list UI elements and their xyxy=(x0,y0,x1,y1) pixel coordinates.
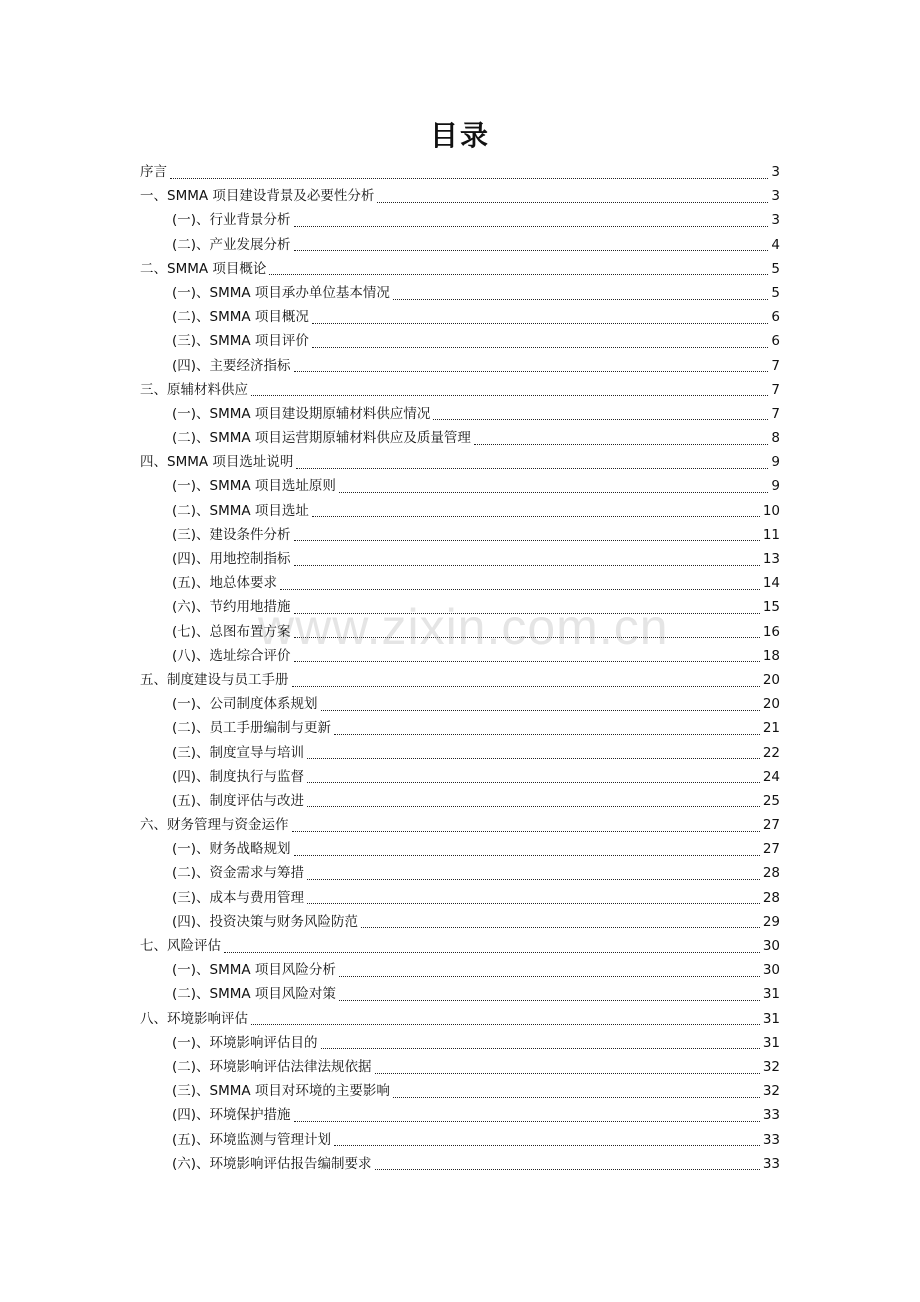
toc-entry[interactable] xyxy=(140,450,780,474)
toc-entry-page-number: 31 xyxy=(762,1034,780,1051)
toc-entry[interactable] xyxy=(140,765,780,789)
toc-dot-leader xyxy=(334,1145,760,1146)
toc-dot-leader xyxy=(280,589,760,590)
toc-dot-leader xyxy=(224,952,760,953)
toc-entry[interactable] xyxy=(140,184,780,208)
toc-dot-leader xyxy=(294,855,760,856)
toc-entry[interactable] xyxy=(140,837,780,861)
toc-dot-leader xyxy=(312,516,760,517)
toc-dot-leader xyxy=(339,492,768,493)
toc-entry[interactable] xyxy=(140,426,780,450)
toc-entry-page-number: 15 xyxy=(762,599,780,616)
toc-entry[interactable] xyxy=(140,354,780,378)
toc-entry-label: (三)、SMMA 项目评价 xyxy=(172,333,309,350)
toc-entry-label: (一)、SMMA 项目建设期原辅材料供应情况 xyxy=(172,405,431,422)
toc-entry-page-number: 5 xyxy=(771,284,780,301)
toc-entry-page-number: 6 xyxy=(771,333,780,350)
toc-entry-label: (五)、环境监测与管理计划 xyxy=(172,1131,332,1148)
toc-title: 目录 xyxy=(429,119,490,152)
toc-dot-leader xyxy=(339,976,760,977)
toc-dot-leader xyxy=(294,613,760,614)
toc-entry[interactable] xyxy=(140,668,780,692)
table-of-contents xyxy=(140,160,780,1176)
toc-dot-leader xyxy=(307,879,760,880)
toc-entry-page-number: 8 xyxy=(771,430,780,447)
toc-dot-leader xyxy=(170,178,768,179)
toc-entry-page-number: 27 xyxy=(762,841,780,858)
toc-entry[interactable] xyxy=(140,1128,780,1152)
toc-entry-label: 三、原辅材料供应 xyxy=(140,381,248,398)
toc-dot-leader xyxy=(312,323,768,324)
toc-entry-label: (二)、SMMA 项目选址 xyxy=(172,502,309,519)
toc-entry[interactable] xyxy=(140,1055,780,1079)
toc-dot-leader xyxy=(321,710,760,711)
toc-entry-page-number: 3 xyxy=(771,164,780,180)
toc-entry-page-number: 3 xyxy=(771,188,780,205)
toc-entry-page-number: 30 xyxy=(762,938,780,954)
toc-dot-leader xyxy=(307,758,760,759)
toc-entry-page-number: 13 xyxy=(762,551,780,567)
toc-dot-leader xyxy=(393,299,768,300)
toc-entry-label: (二)、SMMA 项目运营期原辅材料供应及质量管理 xyxy=(172,430,471,447)
toc-entry[interactable] xyxy=(140,644,780,668)
toc-entry-label: 六、财务管理与资金运作 xyxy=(140,817,289,834)
toc-dot-leader xyxy=(307,782,760,783)
toc-dot-leader xyxy=(269,274,768,275)
toc-entry-page-number: 25 xyxy=(762,792,780,809)
toc-dot-leader xyxy=(294,540,760,541)
toc-entry-label: (三)、建设条件分析 xyxy=(172,526,291,543)
toc-entry[interactable] xyxy=(140,620,780,644)
toc-entry[interactable] xyxy=(140,1007,780,1031)
toc-entry-label: (一)、公司制度体系规划 xyxy=(172,696,318,713)
toc-entry[interactable] xyxy=(140,160,780,184)
toc-entry-label: (七)、总图布置方案 xyxy=(172,623,291,640)
toc-dot-leader xyxy=(294,661,760,662)
toc-entry[interactable] xyxy=(140,692,780,716)
toc-dot-leader xyxy=(294,226,769,227)
toc-dot-leader xyxy=(375,1073,760,1074)
toc-entry-label: (四)、用地控制指标 xyxy=(172,551,291,567)
toc-entry-label: (六)、环境影响评估报告编制要求 xyxy=(172,1155,372,1172)
toc-entry-label: (五)、制度评估与改进 xyxy=(172,792,305,809)
toc-entry-label: (四)、环境保护措施 xyxy=(172,1107,291,1124)
toc-entry-label: (二)、环境影响评估法律法规依据 xyxy=(172,1058,372,1075)
toc-entry-page-number: 9 xyxy=(771,478,780,495)
toc-dot-leader xyxy=(294,371,769,372)
toc-entry[interactable] xyxy=(140,1152,780,1176)
toc-entry-page-number: 21 xyxy=(762,720,780,737)
toc-entry-label: (二)、SMMA 项目概况 xyxy=(172,309,309,326)
toc-entry[interactable] xyxy=(140,474,780,498)
toc-entry-label: 七、风险评估 xyxy=(140,938,221,954)
toc-dot-leader xyxy=(251,1024,760,1025)
toc-entry-label: (一)、SMMA 项目风险分析 xyxy=(172,962,336,979)
toc-dot-leader xyxy=(296,468,768,469)
toc-entry-label: 四、SMMA 项目选址说明 xyxy=(140,454,294,471)
toc-entry-page-number: 4 xyxy=(771,236,780,253)
toc-entry-label: (二)、资金需求与筹措 xyxy=(172,865,305,882)
toc-entry-page-number: 24 xyxy=(762,768,780,785)
toc-entry-page-number: 14 xyxy=(762,575,780,592)
toc-entry-label: (四)、制度执行与监督 xyxy=(172,768,305,785)
toc-dot-leader xyxy=(334,734,760,735)
toc-entry-label: 序言 xyxy=(140,164,167,180)
toc-dot-leader xyxy=(474,444,768,445)
toc-entry-page-number: 10 xyxy=(762,502,780,519)
toc-entry[interactable] xyxy=(140,861,780,885)
toc-entry-label: (四)、投资决策与财务风险防范 xyxy=(172,913,359,930)
toc-entry-label: (一)、SMMA 项目选址原则 xyxy=(172,478,336,495)
toc-entry[interactable] xyxy=(140,813,780,837)
toc-entry-label: (二)、产业发展分析 xyxy=(172,236,291,253)
toc-entry-page-number: 3 xyxy=(771,212,780,229)
toc-entry-page-number: 7 xyxy=(771,357,780,374)
toc-entry[interactable] xyxy=(140,499,780,523)
toc-dot-leader xyxy=(312,347,768,348)
toc-entry-label: 二、SMMA 项目概论 xyxy=(140,260,267,277)
toc-entry-page-number: 31 xyxy=(762,1010,780,1027)
toc-entry[interactable] xyxy=(140,789,780,813)
toc-entry[interactable] xyxy=(140,1079,780,1103)
toc-entry-page-number: 33 xyxy=(762,1107,780,1124)
toc-entry[interactable] xyxy=(140,982,780,1006)
toc-entry[interactable] xyxy=(140,934,780,958)
toc-dot-leader xyxy=(294,250,769,251)
toc-entry[interactable] xyxy=(140,257,780,281)
toc-entry[interactable] xyxy=(140,716,780,740)
toc-entry-page-number: 7 xyxy=(771,381,780,398)
toc-dot-leader xyxy=(375,1169,760,1170)
toc-dot-leader xyxy=(321,1048,760,1049)
toc-entry-page-number: 18 xyxy=(762,647,780,664)
toc-entry[interactable] xyxy=(140,886,780,910)
toc-entry-page-number: 22 xyxy=(762,744,780,761)
toc-entry-page-number: 20 xyxy=(762,671,780,688)
toc-entry-page-number: 6 xyxy=(771,309,780,326)
toc-dot-leader xyxy=(294,565,760,566)
toc-entry[interactable] xyxy=(140,1103,780,1127)
toc-entry-page-number: 32 xyxy=(762,1083,780,1100)
toc-entry-page-number: 31 xyxy=(762,986,780,1003)
toc-entry-page-number: 27 xyxy=(762,817,780,834)
toc-entry-page-number: 11 xyxy=(762,526,780,543)
toc-entry-label: (八)、选址综合评价 xyxy=(172,647,291,664)
toc-entry-label: (四)、主要经济指标 xyxy=(172,357,291,374)
toc-entry-page-number: 29 xyxy=(762,913,780,930)
toc-entry-label: (二)、SMMA 项目风险对策 xyxy=(172,986,336,1003)
toc-dot-leader xyxy=(294,1121,760,1122)
toc-entry[interactable] xyxy=(140,958,780,982)
toc-entry[interactable] xyxy=(140,571,780,595)
toc-entry[interactable] xyxy=(140,305,780,329)
toc-dot-leader xyxy=(307,903,760,904)
toc-dot-leader xyxy=(294,637,760,638)
watermark: www.zixin.com.cn xyxy=(258,599,669,655)
toc-entry-label: (一)、环境影响评估目的 xyxy=(172,1034,318,1051)
toc-dot-leader xyxy=(292,686,760,687)
toc-entry-page-number: 7 xyxy=(771,405,780,422)
toc-entry-page-number: 28 xyxy=(762,889,780,906)
toc-entry-page-number: 33 xyxy=(762,1131,780,1148)
toc-entry-page-number: 32 xyxy=(762,1058,780,1075)
toc-dot-leader xyxy=(251,395,768,396)
toc-entry[interactable] xyxy=(140,547,780,571)
toc-entry-label: (三)、制度宣导与培训 xyxy=(172,744,305,761)
toc-entry-page-number: 16 xyxy=(762,623,780,640)
toc-entry-page-number: 5 xyxy=(771,260,780,277)
toc-entry[interactable] xyxy=(140,1031,780,1055)
toc-entry[interactable] xyxy=(140,910,780,934)
toc-dot-leader xyxy=(433,419,768,420)
toc-entry-label: (二)、员工手册编制与更新 xyxy=(172,720,332,737)
toc-entry[interactable] xyxy=(140,281,780,305)
toc-entry-label: (三)、SMMA 项目对环境的主要影响 xyxy=(172,1083,390,1100)
toc-dot-leader xyxy=(339,1000,760,1001)
toc-dot-leader xyxy=(292,831,760,832)
toc-dot-leader xyxy=(307,806,760,807)
toc-entry[interactable] xyxy=(140,402,780,426)
toc-entry-label: (一)、财务战略规划 xyxy=(172,841,291,858)
toc-entry-label: (三)、成本与费用管理 xyxy=(172,889,305,906)
toc-entry-label: 一、SMMA 项目建设背景及必要性分析 xyxy=(140,188,375,205)
toc-entry[interactable] xyxy=(140,329,780,353)
toc-entry-page-number: 30 xyxy=(762,962,780,979)
toc-entry[interactable] xyxy=(140,595,780,619)
toc-entry-page-number: 9 xyxy=(771,454,780,471)
toc-dot-leader xyxy=(393,1097,760,1098)
toc-entry-label: 八、环境影响评估 xyxy=(140,1010,248,1027)
toc-entry-label: (五)、地总体要求 xyxy=(172,575,278,592)
toc-entry[interactable] xyxy=(140,523,780,547)
toc-dot-leader xyxy=(361,927,760,928)
toc-entry[interactable] xyxy=(140,378,780,402)
toc-entry-label: 五、制度建设与员工手册 xyxy=(140,671,289,688)
toc-entry-label: (一)、SMMA 项目承办单位基本情况 xyxy=(172,284,390,301)
toc-entry-page-number: 20 xyxy=(762,696,780,713)
toc-entry-label: (一)、行业背景分析 xyxy=(172,212,291,229)
toc-entry-page-number: 28 xyxy=(762,865,780,882)
toc-entry-page-number: 33 xyxy=(762,1155,780,1172)
toc-dot-leader xyxy=(377,202,768,203)
toc-entry[interactable] xyxy=(140,208,780,232)
toc-entry[interactable] xyxy=(140,233,780,257)
toc-entry[interactable] xyxy=(140,741,780,765)
toc-entry-label: (六)、节约用地措施 xyxy=(172,599,291,616)
